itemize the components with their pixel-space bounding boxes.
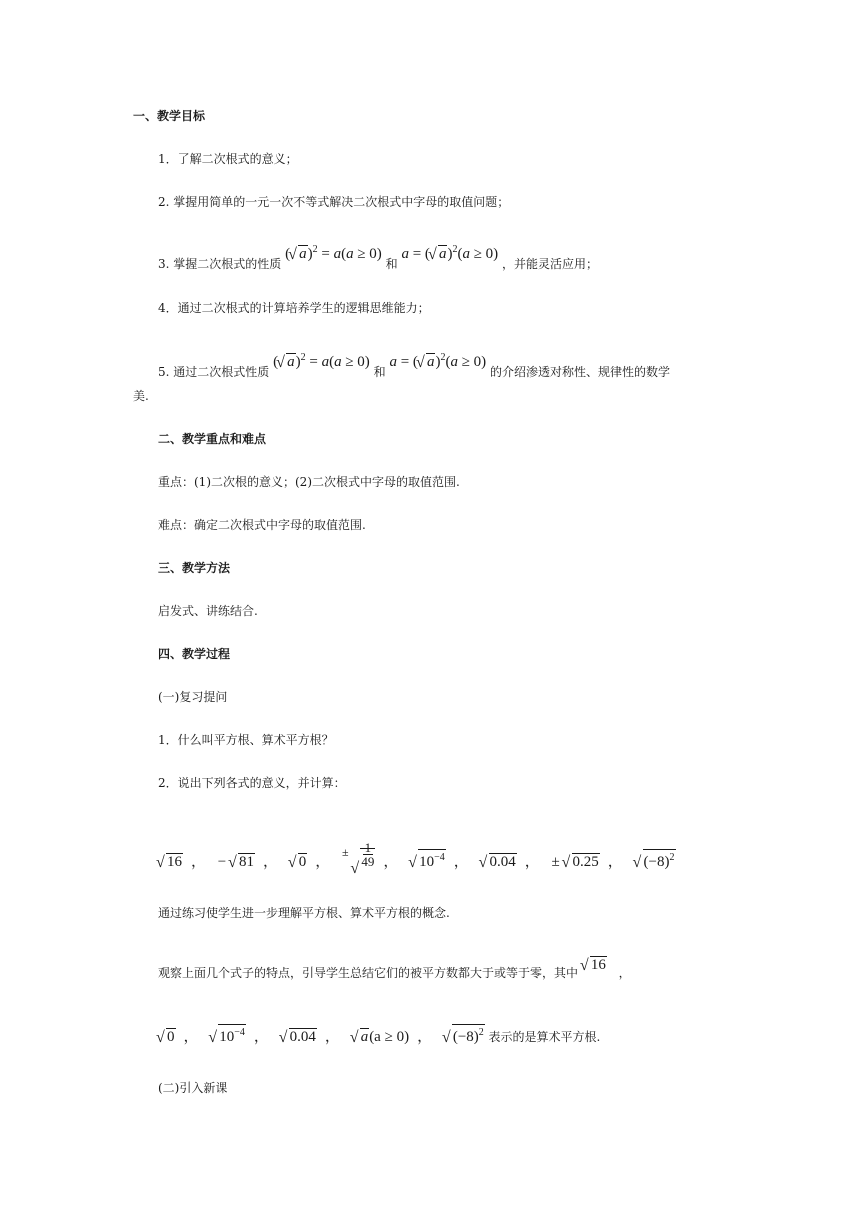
formula-sqrt-a-squared-eq-a-2: (√ a)$^2$ = a(a ≥ 0) <box>273 354 370 370</box>
goal-5 <box>158 352 671 380</box>
heading-process: 四、教学过程 <box>158 647 231 661</box>
formula-a-eq-sqrt-a-squared-2: a = (√ a)$^2$(a ≥ 0) <box>389 354 486 370</box>
goal-2: 2. 掌握用简单的一元一次不等式解决二次根式中字母的取值问题； <box>158 195 510 209</box>
method-text: 启发式、讲练结合. <box>158 604 258 618</box>
goal-5-suffix: 的介绍渗透对称性、规律性的数学 <box>490 365 671 379</box>
question-1: 1．什么叫平方根、算术平方根？ <box>158 733 334 747</box>
formula-sqrt-a-squared-eq-a: (√ a)$^2$ = a(a ≥ 0) <box>285 246 382 262</box>
observe-text: 观察上面几个式子的特点，引导学生总结它们的被平方数都大于或等于零，其中 √ 16 ， <box>158 964 639 981</box>
question-2: 2．说出下列各式的意义，并计算： <box>158 776 346 790</box>
sqrt-neg8-squared: √ $(-8)^2$ <box>635 849 676 870</box>
sqrt-0-04-b: √ 0.04 <box>281 1028 317 1045</box>
goal-3-prefix: 3. 掌握二次根式的性质 <box>158 257 282 271</box>
expression-row: √ 16 ， − √ 81 ， √ 0 ， ± √ $\frac{1}{49}$ ， √ $10^{-4}$ ， √ 0.04 ， ± √ 0.25 ， √ $(-8)^2$ <box>158 848 676 876</box>
sqrt-0-04: √ 0.04 <box>481 853 517 870</box>
goal-3-suffix: ，并能灵活应用； <box>502 257 599 271</box>
sqrt-10-neg4-b: √ $10^{-4}$ <box>210 1024 246 1045</box>
goal-3 <box>158 244 599 272</box>
goal-3-and: 和 <box>385 257 398 271</box>
goal-1: 1．了解二次根式的意义； <box>158 152 298 166</box>
arithmetic-root-list: √ 0 ， √ $10^{-4}$ ， √ 0.04 ， √ a(a ≥ 0) ， √ $(-8)^2$ 表示的是算术平方根. <box>158 1024 600 1045</box>
sqrt-a-cond: √ a(a ≥ 0) <box>352 1029 409 1045</box>
difficult-point: 难点：确定二次根式中字母的取值范围. <box>158 518 366 532</box>
goal-5-prefix: 5. 通过二次根式性质 <box>158 365 270 379</box>
sqrt-neg8-squared-b: √ $(-8)^2$ <box>444 1024 485 1045</box>
sqrt-16: √ 16 <box>158 853 183 870</box>
observe-prefix: 观察上面几个式子的特点，引导学生总结它们的被平方数都大于或等于零，其中 <box>158 966 579 980</box>
review-title: (一)复习提问 <box>158 690 228 704</box>
goal-4: 4．通过二次根式的计算培养学生的逻辑思维能力； <box>158 301 430 315</box>
new-lesson-title: (二)引入新课 <box>158 1081 228 1095</box>
pm-sqrt-0-25: ± √ 0.25 <box>552 854 600 870</box>
heading-key-points: 二、教学重点和难点 <box>158 432 267 446</box>
key-point: 重点：(1)二次根的意义；(2)二次根式中字母的取值范围. <box>158 475 460 489</box>
observe-suffix: 表示的是算术平方根. <box>488 1030 601 1044</box>
heading-goals: 一、教学目标 <box>133 109 206 123</box>
sqrt-0-b: √ 0 <box>158 1028 176 1045</box>
pm-sqrt-1-over-49: ± √ $\frac{1}{49}$ <box>342 854 375 870</box>
sqrt-10-neg4: √ $10^{-4}$ <box>410 849 446 870</box>
sqrt-16-inline: √ 16 <box>582 957 607 973</box>
practice-note: 通过练习使学生进一步理解平方根、算术平方根的概念. <box>158 906 450 920</box>
sqrt-0: √ 0 <box>290 853 308 870</box>
goal-5-wrap: 美. <box>133 389 149 403</box>
formula-a-eq-sqrt-a-squared: a = (√ a)$^2$(a ≥ 0) <box>401 246 498 262</box>
heading-method: 三、教学方法 <box>158 561 231 575</box>
neg-sqrt-81: − √ 81 <box>218 854 255 870</box>
goal-5-and: 和 <box>373 365 386 379</box>
